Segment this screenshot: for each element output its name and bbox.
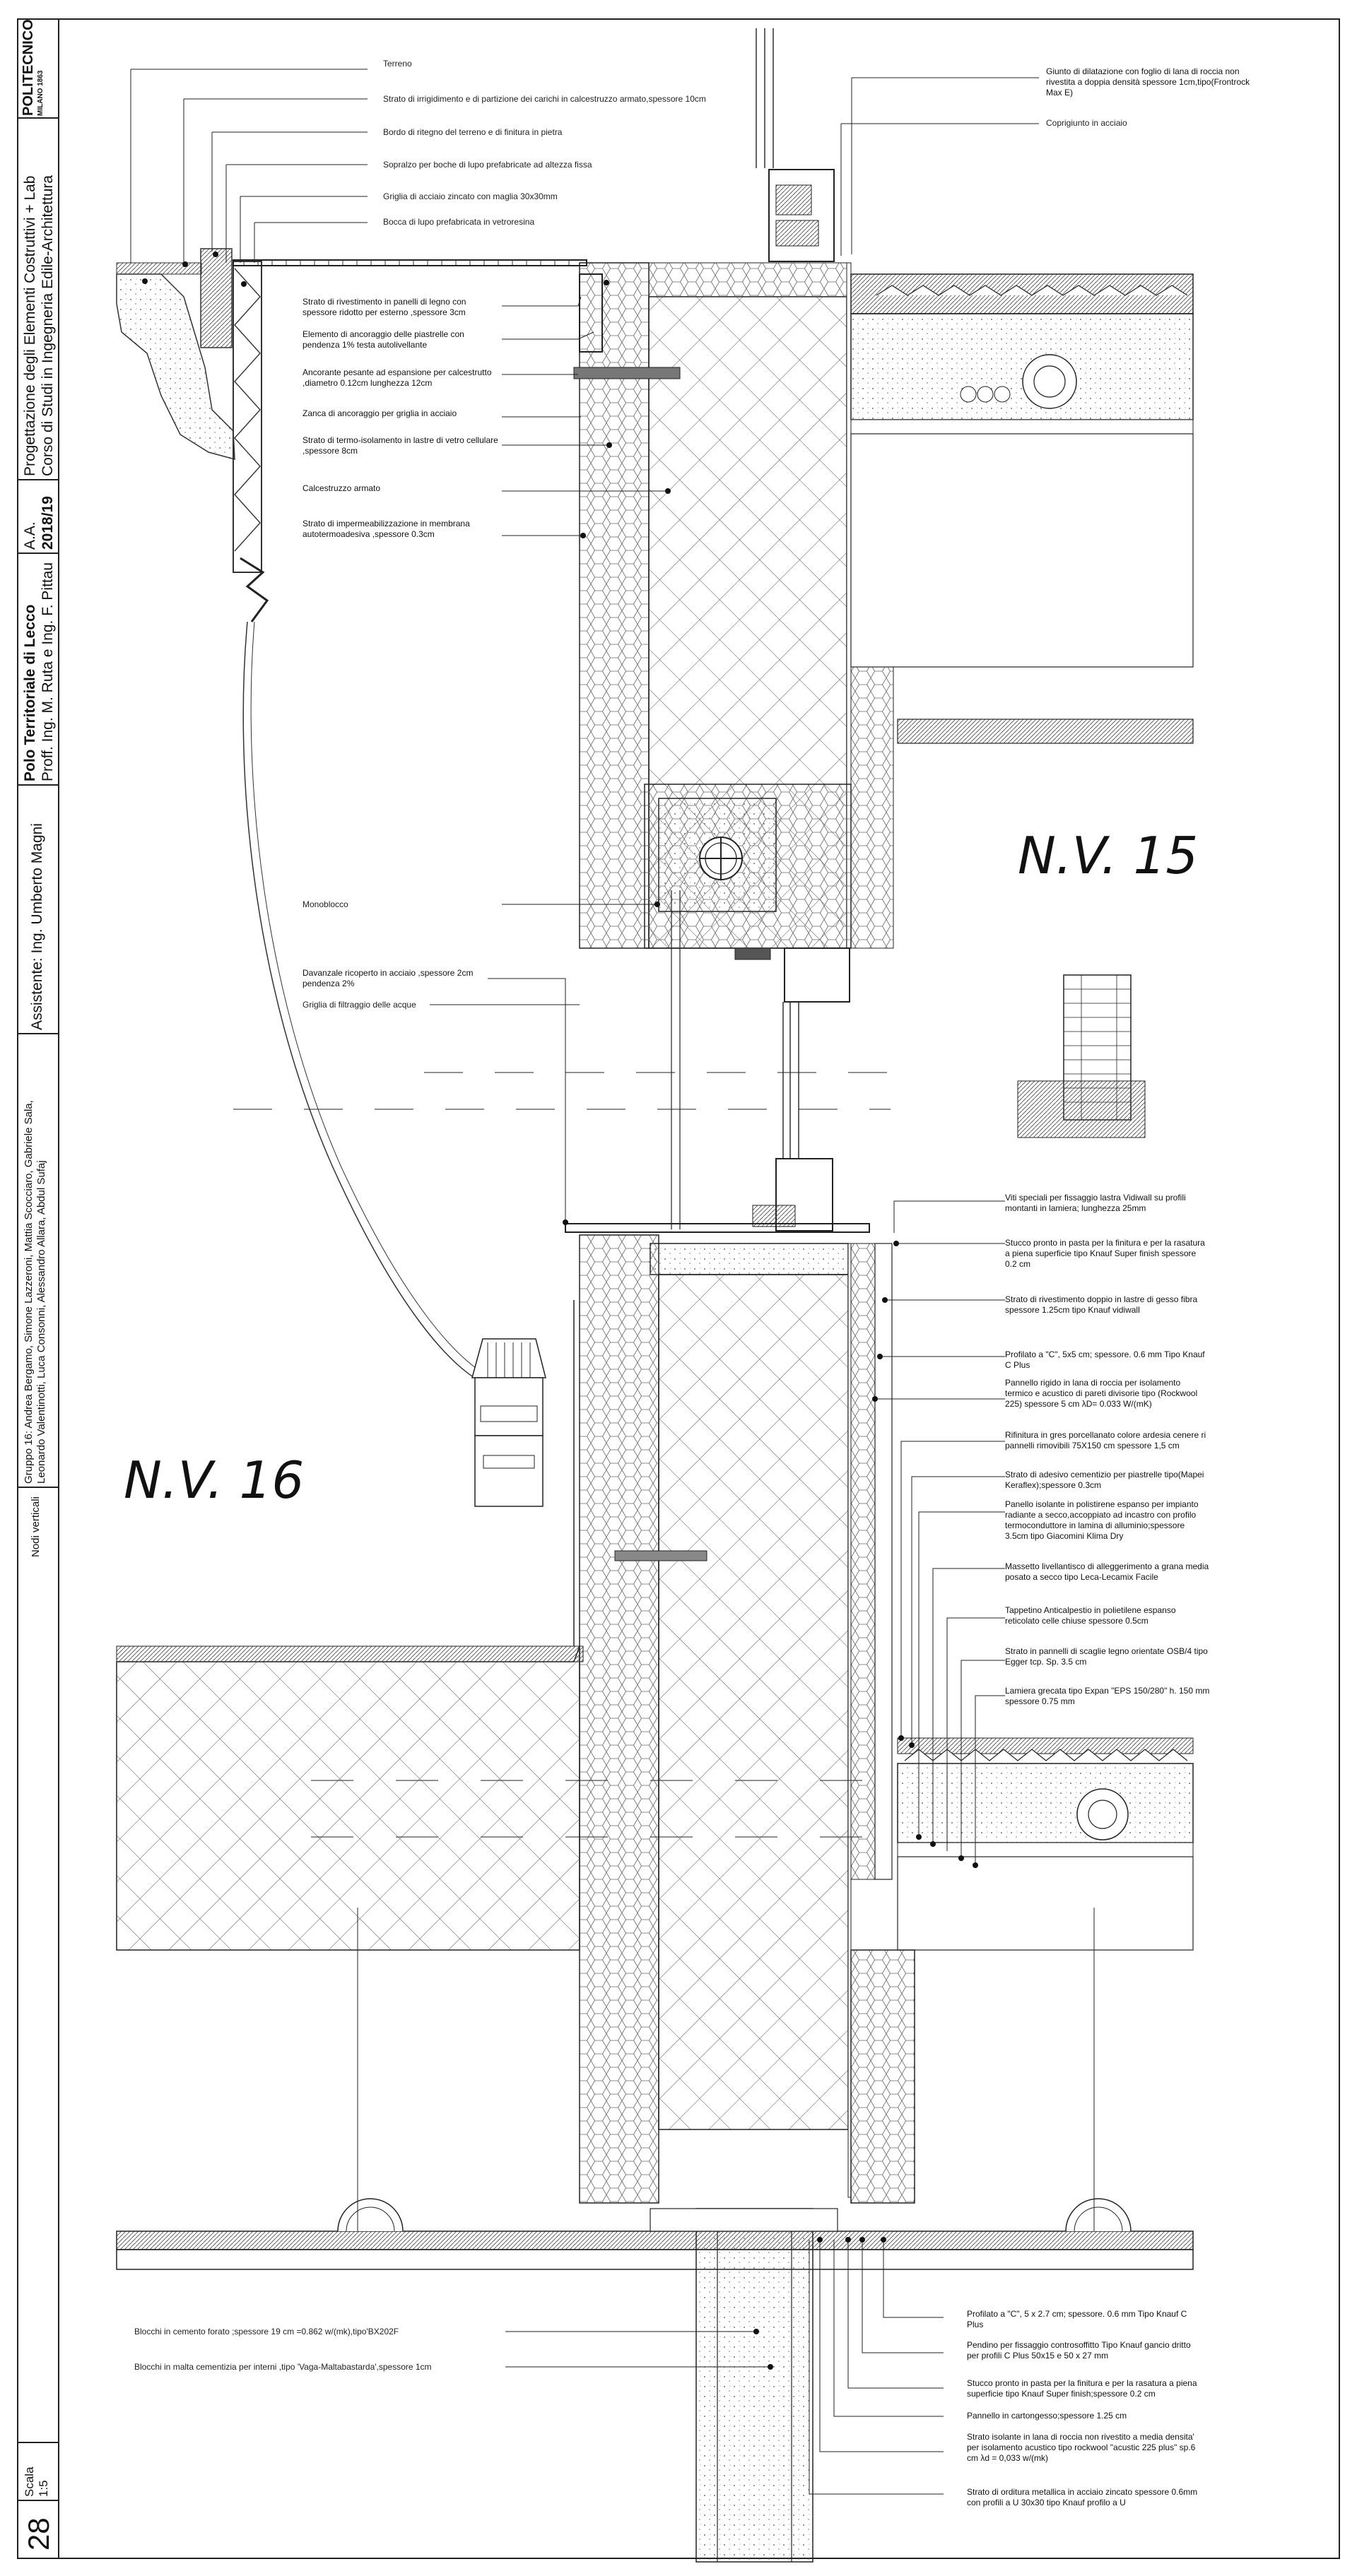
annotation-terreno: Terreno xyxy=(383,59,412,69)
annotation-profilato-c: Profilato a "C", 5x5 cm; spessore. 0.6 mm Tipo Knauf C Plus xyxy=(1005,1349,1205,1370)
drain-fitting xyxy=(472,1339,546,1506)
annotation-strato-irrigidimento: Strato di irrigidimento e di partizione dei carichi in calcestruzzo armato,spessore 10cm xyxy=(383,94,706,104)
annotations-top-left xyxy=(383,59,706,227)
lower-floor-slab xyxy=(898,1738,1193,1950)
sill-block xyxy=(650,1243,848,1275)
annotation-ancoraggio-piastrelle: Elemento di ancoraggio delle piastrelle con pendenza 1% testa autolivellante xyxy=(302,329,464,350)
level-label-upper: N.V. 15 xyxy=(1018,826,1199,885)
annotation-stucco-bottom: Stucco pronto in pasta per la finitura e per la rasatura a piena superficie tipo Knauf Super finish;spessore 0.2 cm xyxy=(967,2378,1197,2399)
course-line1: Progettazione degli Elementi Costruttivi + Lab xyxy=(22,175,38,476)
university-name: POLITECNICO xyxy=(20,19,36,116)
aa-value: 2018/19 xyxy=(40,496,57,550)
annotation-profilato-c-bottom: Profilato a "C", 5 x 2.7 cm; spessore. 0.6 mm Tipo Knauf C Plus xyxy=(967,2309,1187,2329)
annotation-adesivo-cementizio: Strato di adesivo cementizio per piastrelle tipo(Mapei Keraflex);spessore 0.3cm xyxy=(1005,1470,1204,1490)
assistant: Assistente: Ing. Umberto Magni xyxy=(29,823,45,1030)
annotation-tappetino: Tappetino Anticalpestio in polietilene espanso reticolato celle chiuse spessore 0.5cm xyxy=(1005,1605,1176,1626)
annotation-sopralzo: Sopralzo per boche di lupo prefabricate ad altezza fissa xyxy=(383,160,592,170)
annotation-giunto: Giunto di dilatazione con foglio di lana di roccia non rivestita a doppia densità spessore 1cm,tipo(Frontrock Max E) xyxy=(1046,66,1250,98)
lower-wall xyxy=(580,1235,915,2203)
annotation-lana-roccia: Strato isolante in lana di roccia non rivestito a media densita' per isolamento acustico tipo rockwool "acustic 225 plus" sp.6 cm λd = 0,033 w/(mk) xyxy=(967,2432,1196,2463)
annotation-monoblocco: Monoblocco xyxy=(302,899,348,909)
sheet-number: 28 xyxy=(22,2517,55,2551)
annotation-massetto: Massetto livellantisco di alleggerimento a grana media posato a secco tipo Leca-Lecamix Facile xyxy=(1005,1561,1209,1582)
annotation-griglia-filtraggio: Griglia di filtraggio delle acque xyxy=(302,1000,416,1010)
annotation-bocca-lupo: Bocca di lupo prefabricata in vetroresina xyxy=(383,217,535,227)
scale-value: 1:5 xyxy=(37,2480,51,2497)
group-line2: Leonardo Valentinotti, Luca Consonni, Alessandro Allara, Abdul Sufaj xyxy=(35,1160,47,1484)
key-plan-building xyxy=(1018,975,1145,1138)
annotation-pannello-rigido: Pannello rigido in lana di roccia per isolamento termico e acustico di pareti divisorie tipo (Rockwool 225) spessore 5 cm λD= 0.033 W/(mK) xyxy=(1005,1378,1198,1409)
annotation-orditura: Strato di orditura metallica in acciaio zincato spessore 0.6mm con profili a U 30x30 tipo Knauf profilo a U xyxy=(967,2487,1198,2507)
annotation-blocchi-malta: Blocchi in malta cementizia per interni ,tipo 'Vaga-Maltabastarda',spessore 1cm xyxy=(134,2362,432,2372)
annotation-davanzale: Davanzale ricoperto in acciaio ,spessore 2cm pendenza 2% xyxy=(302,968,474,988)
aa-label: A.A. xyxy=(22,521,38,550)
scale-label: Scala xyxy=(23,2466,36,2497)
annotation-viti-speciali: Viti speciali per fissaggio lastra Vidiwall su profili montanti in lamiera; lunghezza 25mm xyxy=(1005,1193,1186,1213)
annotation-coprigiunto: Coprigiunto in acciaio xyxy=(1046,118,1127,128)
university-sub: MILANO 1863 xyxy=(37,70,45,116)
upper-wall xyxy=(574,263,851,948)
annotation-bordo-ritegno: Bordo di ritegno del terreno e di finitura in pietra xyxy=(383,127,563,137)
campus-name: Polo Territoriale di Lecco xyxy=(22,604,38,781)
course-line2: Corso di Studi in Ingegneria Edile-Architettura xyxy=(40,175,57,476)
section-break-lines xyxy=(233,1073,891,1109)
level-label-lower: N.V. 16 xyxy=(124,1451,305,1510)
professors: Proff. Ing. M. Ruta e Ing. F. Pittau xyxy=(40,562,57,781)
annotation-lamiera-grecata: Lamiera grecata tipo Expan "EPS 150/280" h. 150 mm spessore 0.75 mm xyxy=(1005,1686,1210,1706)
annotation-ancorante-pesante: Ancorante pesante ad espansione per calcestrutto ,diametro 0.12cm lunghezza 12cm xyxy=(302,367,492,388)
annotation-calcestruzzo: Calcestruzzo armato xyxy=(302,483,381,493)
annotation-zanca: Zanca di ancoraggio per griglia in acciaio xyxy=(302,408,457,418)
annotation-rivestimento-doppio: Strato di rivestimento doppio in lastre di gesso fibra spessore 1.25cm tipo Knauf vidiwall xyxy=(1005,1294,1198,1315)
drawing-title: Nodi verticali xyxy=(30,1496,42,1557)
annotation-impermeabilizzazione: Strato di impermeabilizzazione in membrana autotermoadesiva ,spessore 0.3cm xyxy=(302,519,470,539)
annotation-pendino: Pendino per fissaggio controsoffitto Tipo Knauf gancio dritto per profili C Plus 50x15 e 50 x 27 mm xyxy=(967,2340,1191,2361)
annotation-blocchi-cemento: Blocchi in cemento forato ;spessore 19 cm =0.862 w/(mk),tipo'BX202F xyxy=(134,2327,399,2336)
annotation-termo-isolamento: Strato di termo-isolamento in lastre di vetro cellulare ,spessore 8cm xyxy=(302,435,498,456)
annotation-pannello-isolante: Panello isolante in polistirene espanso per impianto radiante a secco,accoppiato ad incastro con profilo termoconduttore in lamina di alluminio;spessore 3.5cm tipo Giacomini Klima Dry xyxy=(1005,1499,1199,1541)
annotation-stucco-pronto: Stucco pronto in pasta per la finitura e per la rasatura a piena superficie tipo Knauf Super finish spessore 0.2 cm xyxy=(1005,1238,1205,1269)
annotation-rivestimento-legno: Strato di rivestimento in panelli di legno con spessore ridotto per esterno ,spessore 3cm xyxy=(302,297,466,317)
group-line1: Gruppo 16: Andrea Bergamo, Simone Lazzeroni, Mattia Scocciaro, Gabriele Sala, xyxy=(23,1100,35,1484)
annotation-cartongesso: Pannello in cartongesso;spessore 1.25 cm xyxy=(967,2411,1127,2421)
annotation-griglia-acciaio: Griglia di acciaio zincato con maglia 30x30mm xyxy=(383,191,558,201)
annotation-rifinitura-gres: Rifinitura in gres porcellanato colore ardesia cenere ri pannelli rimovibili 75X150 cm spessore 1,5 cm xyxy=(1005,1430,1206,1451)
annotation-osb: Strato in pannelli di scaglie legno orientate OSB/4 tipo Egger tcp. Sp. 3.5 cm xyxy=(1005,1646,1208,1667)
